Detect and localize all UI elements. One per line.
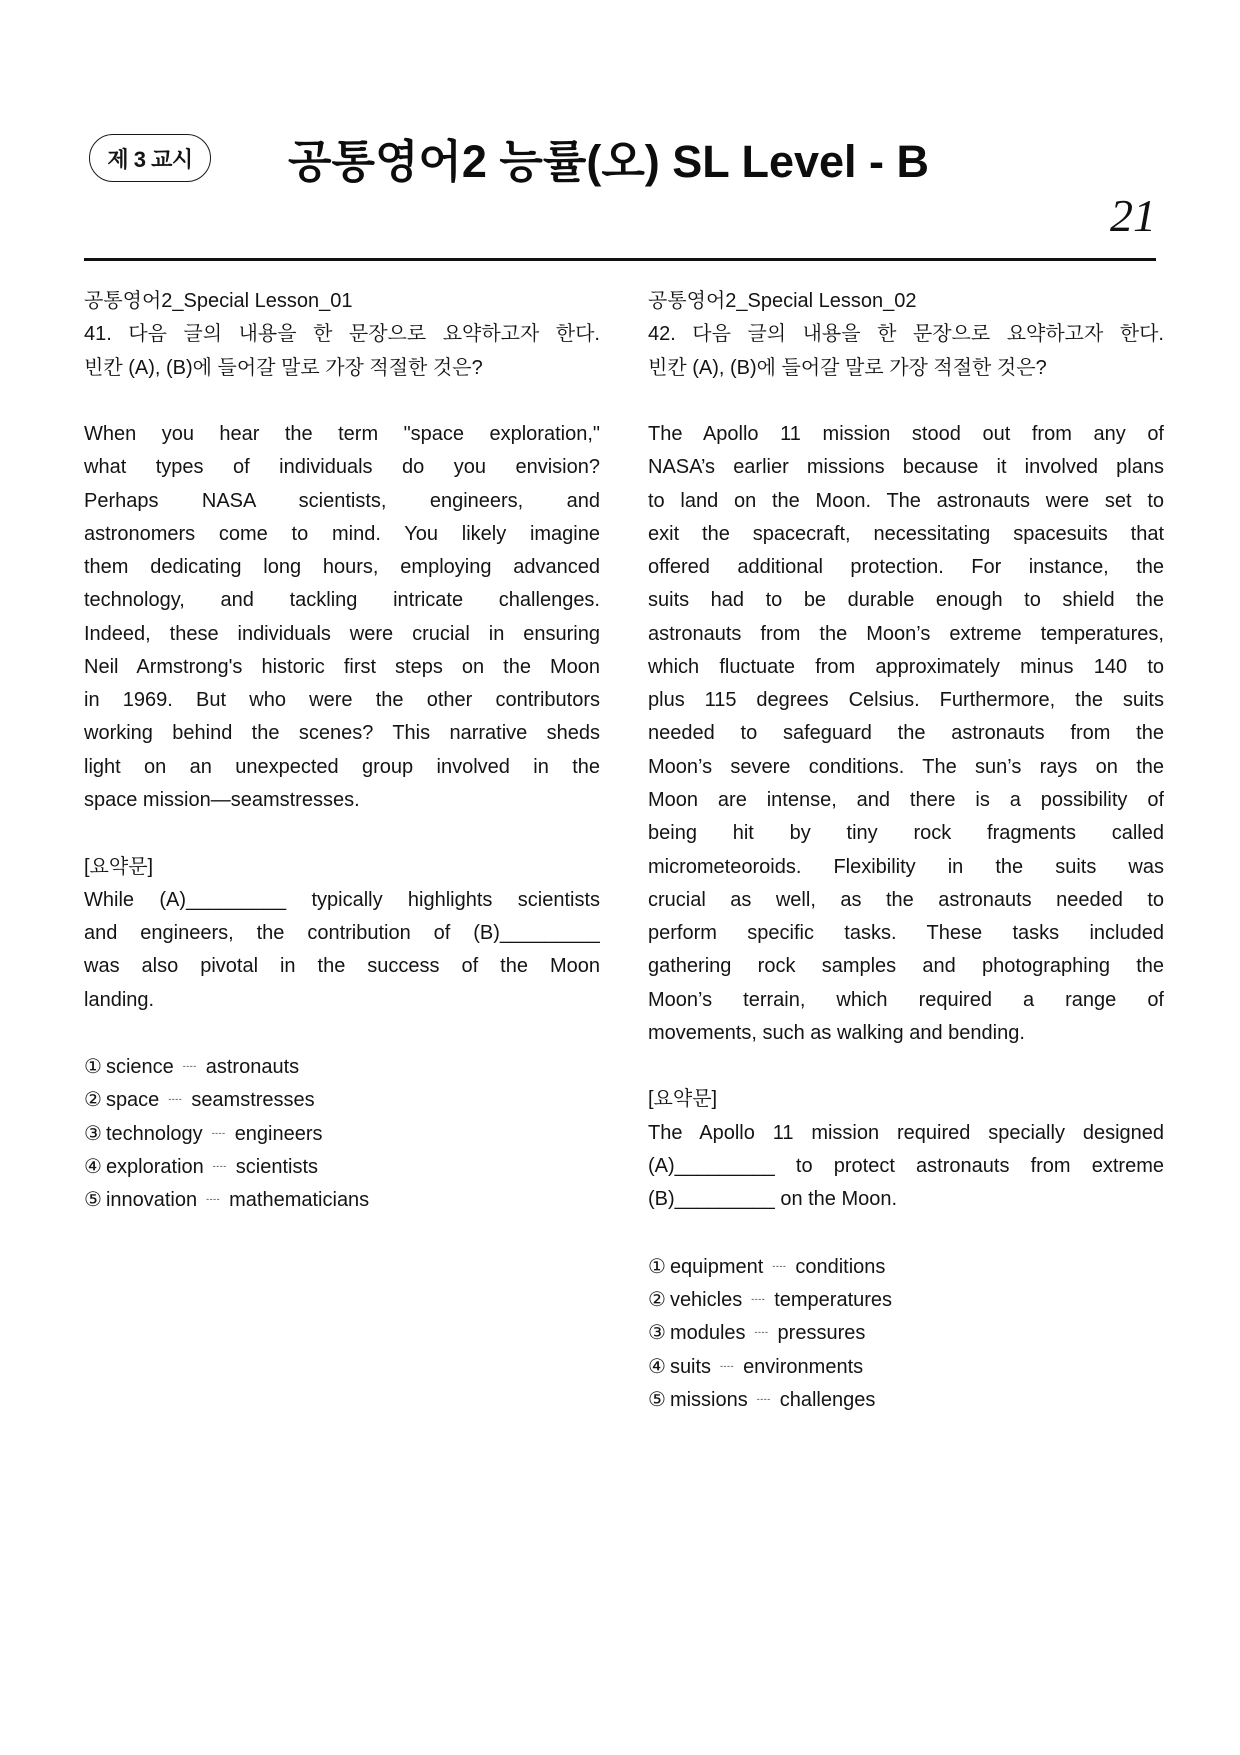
spacer <box>84 817 600 850</box>
option-separator: ---- <box>751 1293 766 1304</box>
option-choice-b: temperatures <box>774 1288 893 1311</box>
passage-line: offered additional protection. For instance, the <box>648 556 1164 579</box>
option-choice-a: technology <box>105 1122 203 1145</box>
option-number: ③ <box>84 1122 102 1145</box>
question-41-column <box>84 285 600 1216</box>
option-choice-a: space <box>105 1089 160 1112</box>
passage-line: crucial as well, as the astronauts needed to <box>648 888 1164 911</box>
answer-option <box>84 1050 600 1083</box>
summary <box>648 1117 1164 1217</box>
option-separator: ---- <box>182 1061 197 1072</box>
spacer <box>648 1216 1164 1249</box>
spacer <box>84 1017 600 1050</box>
option-choice-b: seamstresses <box>191 1089 315 1112</box>
question-prompt-line: 42. 다음 글의 내용을 한 문장으로 요약하고자 한다. <box>648 323 1164 346</box>
passage <box>648 418 1164 1050</box>
spacer <box>648 1050 1164 1083</box>
option-choice-a: innovation <box>105 1189 198 1212</box>
summary-line: While (A)_________ typically highlights scientists <box>84 888 600 911</box>
option-separator: ---- <box>720 1360 735 1371</box>
option-number: ④ <box>648 1355 666 1378</box>
option-separator: ---- <box>206 1194 221 1205</box>
summary-line: landing. <box>84 988 155 1011</box>
passage-line: being hit by tiny rock fragments called <box>648 822 1164 845</box>
option-choice-b: astronauts <box>205 1056 300 1079</box>
passage-line: light on an unexpected group involved in the <box>84 755 600 778</box>
answer-option <box>648 1350 1164 1383</box>
passage-line: When you hear the term "space exploration," <box>84 423 600 446</box>
answer-option <box>84 1083 600 1116</box>
passage-line: exit the spacecraft, necessitating spacesuits that <box>648 522 1164 545</box>
passage-line: The Apollo 11 mission stood out from any of <box>648 423 1164 446</box>
passage-line: Moon are intense, and there is a possibility of <box>648 788 1164 811</box>
answer-option <box>648 1316 1164 1349</box>
option-choice-a: suits <box>669 1355 712 1378</box>
option-choice-b: pressures <box>777 1322 866 1345</box>
option-separator: ---- <box>212 1160 227 1171</box>
summary-line: (A)_________ to protect astronauts from extreme <box>648 1154 1164 1177</box>
passage-line: astronomers come to mind. You likely imagine <box>84 522 600 545</box>
answer-options <box>84 1050 600 1216</box>
summary-line: was also pivotal in the success of the Moon <box>84 955 600 978</box>
option-number: ① <box>648 1255 666 1278</box>
passage-line: what types of individuals do you envision? <box>84 456 600 479</box>
passage-line: which fluctuate from approximately minus 140 to <box>648 655 1164 678</box>
answer-option <box>648 1283 1164 1316</box>
option-separator: ---- <box>211 1127 226 1138</box>
answer-option <box>648 1383 1164 1416</box>
option-choice-b: environments <box>743 1355 864 1378</box>
option-number: ② <box>648 1288 666 1311</box>
passage-line: technology, and tackling intricate challenges. <box>84 589 600 612</box>
passage-line: working behind the scenes? This narrative sheds <box>84 722 600 745</box>
page-title: 공통영어2 능률(오) SL Level - B <box>288 136 930 187</box>
summary-line: (B)_________ on the Moon. <box>648 1188 898 1211</box>
passage-line: them dedicating long hours, employing advanced <box>84 556 600 579</box>
passage-line: astronauts from the Moon’s extreme temperatures, <box>648 622 1164 645</box>
period-badge: 제 3 교시 <box>89 134 211 182</box>
passage-line: micrometeoroids. Flexibility in the suits was <box>648 855 1164 878</box>
passage-line: in 1969. But who were the other contributors <box>84 689 600 712</box>
header-divider <box>84 258 1156 261</box>
option-separator: ---- <box>168 1094 183 1105</box>
summary-label: [요약문] <box>648 1088 718 1111</box>
answer-option <box>84 1183 600 1216</box>
option-choice-b: challenges <box>779 1388 876 1411</box>
option-choice-a: exploration <box>105 1155 204 1178</box>
passage-line: Perhaps NASA scientists, engineers, and <box>84 489 600 512</box>
option-choice-a: modules <box>669 1322 746 1345</box>
option-number: ⑤ <box>648 1388 666 1411</box>
passage-line: space mission—seamstresses. <box>84 788 360 811</box>
passage-line: suits had to be durable enough to shield the <box>648 589 1164 612</box>
option-number: ③ <box>648 1322 666 1345</box>
question-prompt-line: 빈칸 (A), (B)에 들어갈 말로 가장 적절한 것은? <box>84 356 483 379</box>
option-choice-b: scientists <box>235 1155 319 1178</box>
passage-line: needed to safeguard the astronauts from the <box>648 722 1164 745</box>
summary <box>84 884 600 1017</box>
option-number: ④ <box>84 1155 102 1178</box>
option-separator: ---- <box>754 1327 769 1338</box>
passage-line: Neil Armstrong's historic first steps on the Moon <box>84 655 600 678</box>
question-prompt-line: 빈칸 (A), (B)에 들어갈 말로 가장 적절한 것은? <box>648 356 1047 379</box>
summary-label: [요약문] <box>84 855 154 878</box>
passage-line: Moon’s severe conditions. The sun’s rays on the <box>648 755 1164 778</box>
option-choice-b: engineers <box>234 1122 323 1145</box>
option-choice-a: equipment <box>669 1255 764 1278</box>
passage-line: plus 115 degrees Celsius. Furthermore, the suits <box>648 689 1164 712</box>
spacer <box>84 385 600 418</box>
passage-line: Moon’s terrain, which required a range of <box>648 988 1164 1011</box>
option-number: ⑤ <box>84 1189 102 1212</box>
question-source: 공통영어2_Special Lesson_01 <box>84 290 353 312</box>
passage-line: movements, such as walking and bending. <box>648 1021 1025 1044</box>
page-number: 21 <box>1110 190 1156 241</box>
question-source: 공통영어2_Special Lesson_02 <box>648 290 917 312</box>
answer-option <box>84 1150 600 1183</box>
question-42-column <box>648 285 1164 1416</box>
summary-line: and engineers, the contribution of (B)_________ <box>84 922 600 945</box>
passage-line: Indeed, these individuals were crucial in ensuring <box>84 622 600 645</box>
option-choice-a: vehicles <box>669 1288 743 1311</box>
option-choice-a: missions <box>669 1388 748 1411</box>
answer-option <box>648 1250 1164 1283</box>
passage-line: to land on the Moon. The astronauts were set to <box>648 489 1164 512</box>
option-choice-a: science <box>105 1056 174 1079</box>
passage-line: NASA’s earlier missions because it involved plans <box>648 456 1164 479</box>
option-choice-b: conditions <box>795 1255 886 1278</box>
passage-line: gathering rock samples and photographing the <box>648 955 1164 978</box>
passage-line: perform specific tasks. These tasks included <box>648 922 1164 945</box>
question-prompt-line: 41. 다음 글의 내용을 한 문장으로 요약하고자 한다. <box>84 323 600 346</box>
option-number: ② <box>84 1089 102 1112</box>
option-separator: ---- <box>756 1393 771 1404</box>
summary-line: The Apollo 11 mission required specially designed <box>648 1121 1164 1144</box>
option-choice-b: mathematicians <box>229 1189 370 1212</box>
passage <box>84 418 600 817</box>
answer-option <box>84 1117 600 1150</box>
option-separator: ---- <box>772 1260 787 1271</box>
spacer <box>648 385 1164 418</box>
option-number: ① <box>84 1056 102 1079</box>
answer-options <box>648 1250 1164 1416</box>
